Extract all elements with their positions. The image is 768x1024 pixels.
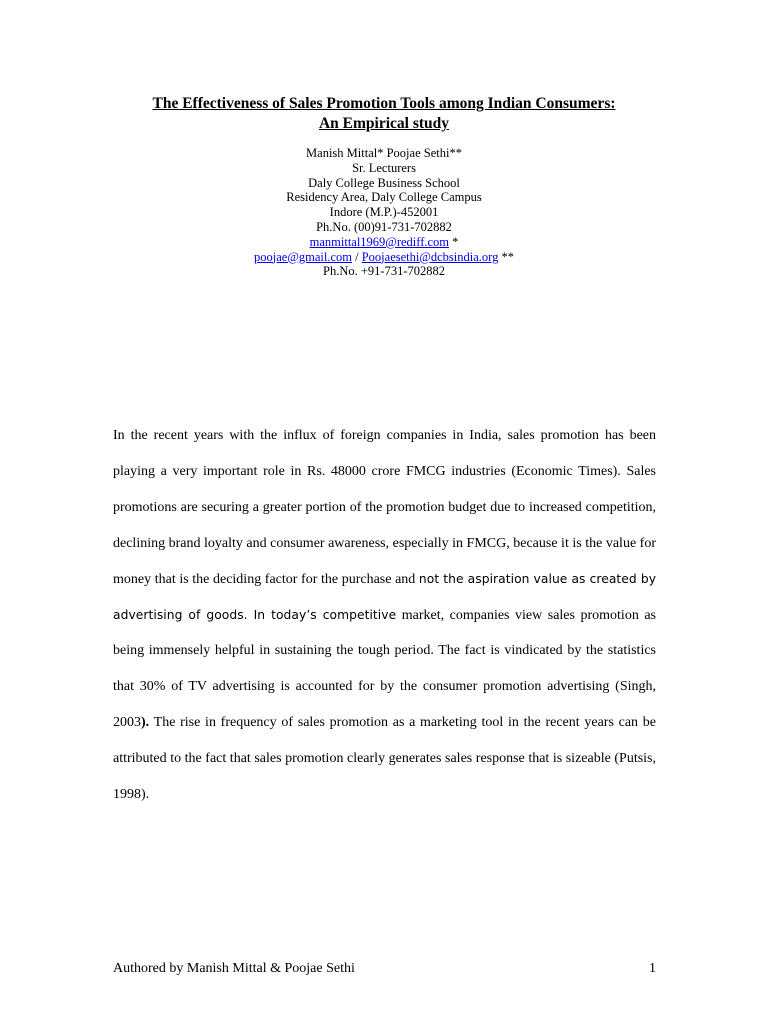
author-phone-2: Ph.No. +91-731-702882 (323, 264, 445, 279)
author-institution: Daly College Business School (308, 175, 460, 190)
title-line-1: The Effectiveness of Sales Promotion Tools among Indian Consumers: (152, 95, 616, 112)
paper-title (0, 94, 768, 134)
page-number: 1 (649, 961, 656, 976)
author-block (0, 146, 768, 279)
author-position: Sr. Lecturers (352, 160, 416, 175)
email-link-1[interactable]: manmittal1969@rediff.com (309, 234, 449, 249)
paragraph-text-start: In the recent years with the influx of foreign companies in India, sales promotion has been playing a very important role in Rs. 48000 crore FMCG industries (Economic Times). Sales promotions are securing a greater portion of the promotion budget due to increased competition, declining brand loyalty and consumer awareness, especially in FMCG, because it is the value for money that is the deciding factor for the purchase and (113, 428, 656, 587)
email-suffix-1: * (449, 234, 459, 249)
paragraph-text-bold: ). (141, 715, 150, 731)
author-address-1: Residency Area, Daly College Campus (286, 190, 482, 205)
title-line-2: An Empirical study (318, 115, 450, 132)
author-names: Manish Mittal* Poojae Sethi** (306, 146, 462, 160)
paragraph-text-middle: market, companies view sales promotion as being immensely helpful in sustaining the tough period. The fact is vindicated by the statistics that 30% of TV advertising is accounted for by the consumer promotion advertising (Singh, 2003 (113, 607, 657, 731)
body-paragraph (113, 418, 656, 813)
footer-author-credit: Authored by Manish Mittal & Poojae Sethi (113, 961, 355, 976)
paragraph-text-end: The rise in frequency of sales promotion as a marketing tool in the recent years can be attributed to the fact that sales promotion clearly generates sales response that is sizeable (Putsis, 1998). (113, 715, 656, 803)
author-address-2: Indore (M.P.)-452001 (329, 205, 439, 220)
email-link-3[interactable]: Poojaesethi@dcbsindia.org (361, 249, 499, 264)
email-suffix-3: ** (498, 249, 514, 264)
email-line-1 (0, 235, 768, 250)
email-link-2[interactable]: poojae@gmail.com (254, 249, 352, 264)
author-phone-1: Ph.No. (00)91-731-702882 (316, 219, 452, 234)
paragraph-1 (113, 418, 656, 813)
paragraph-text-mixed-font: not the aspiration value as created by advertising of goods. In today’s competitive (113, 571, 657, 622)
email-separator: / (351, 249, 362, 264)
email-line-2 (0, 250, 768, 265)
